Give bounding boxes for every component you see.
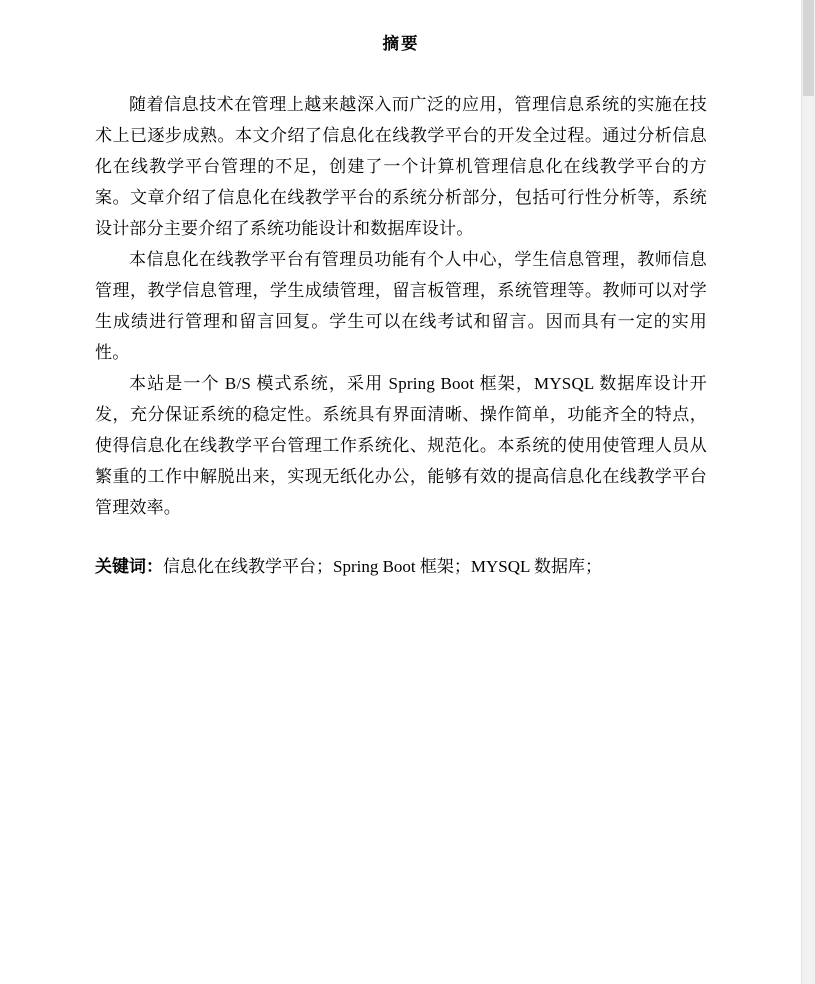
keywords-label: 关键词： bbox=[95, 557, 163, 577]
scrollbar-thumb[interactable] bbox=[803, 0, 814, 96]
page-title: 摘要 bbox=[382, 34, 420, 53]
keywords-value: 信息化在线教学平台；Spring Boot 框架；MYSQL 数据库； bbox=[163, 557, 603, 577]
paragraph: 本信息化在线教学平台有管理员功能有个人中心，学生信息管理，教师信息管理，教学信息管理，学生成绩管理，留言板管理，系统管理等。教师可以对学生成绩进行管理和留言回复。学生可以在线考试和留言。因而具有一定的实用性。 bbox=[95, 250, 707, 363]
paragraph: 随着信息技术在管理上越来越深入而广泛的应用，管理信息系统的实施在技术上已逐步成熟。本文介绍了信息化在线教学平台的开发全过程。通过分析信息化在线教学平台管理的不足，创建了一个计算机管理信息化在线教学平台的方案。文章介绍了信息化在线教学平台的系统分析部分，包括可行性分析等，系统设计部分主要介绍了系统功能设计和数据库设计。 bbox=[95, 95, 707, 239]
abstract-body bbox=[95, 89, 707, 523]
paragraph: 本站是一个 B/S 模式系统，采用 Spring Boot 框架，MYSQL 数据库设计开发，充分保证系统的稳定性。系统具有界面清晰、操作简单，功能齐全的特点，使得信息化在线教学平台管理工作系统化、规范化。本系统的使用使管理人员从繁重的工作中解脱出来，实现无纸化办公，能够有效的提高信息化在线教学平台管理效率。 bbox=[95, 374, 707, 518]
vertical-scrollbar[interactable] bbox=[801, 0, 815, 984]
keywords-line bbox=[95, 551, 707, 582]
